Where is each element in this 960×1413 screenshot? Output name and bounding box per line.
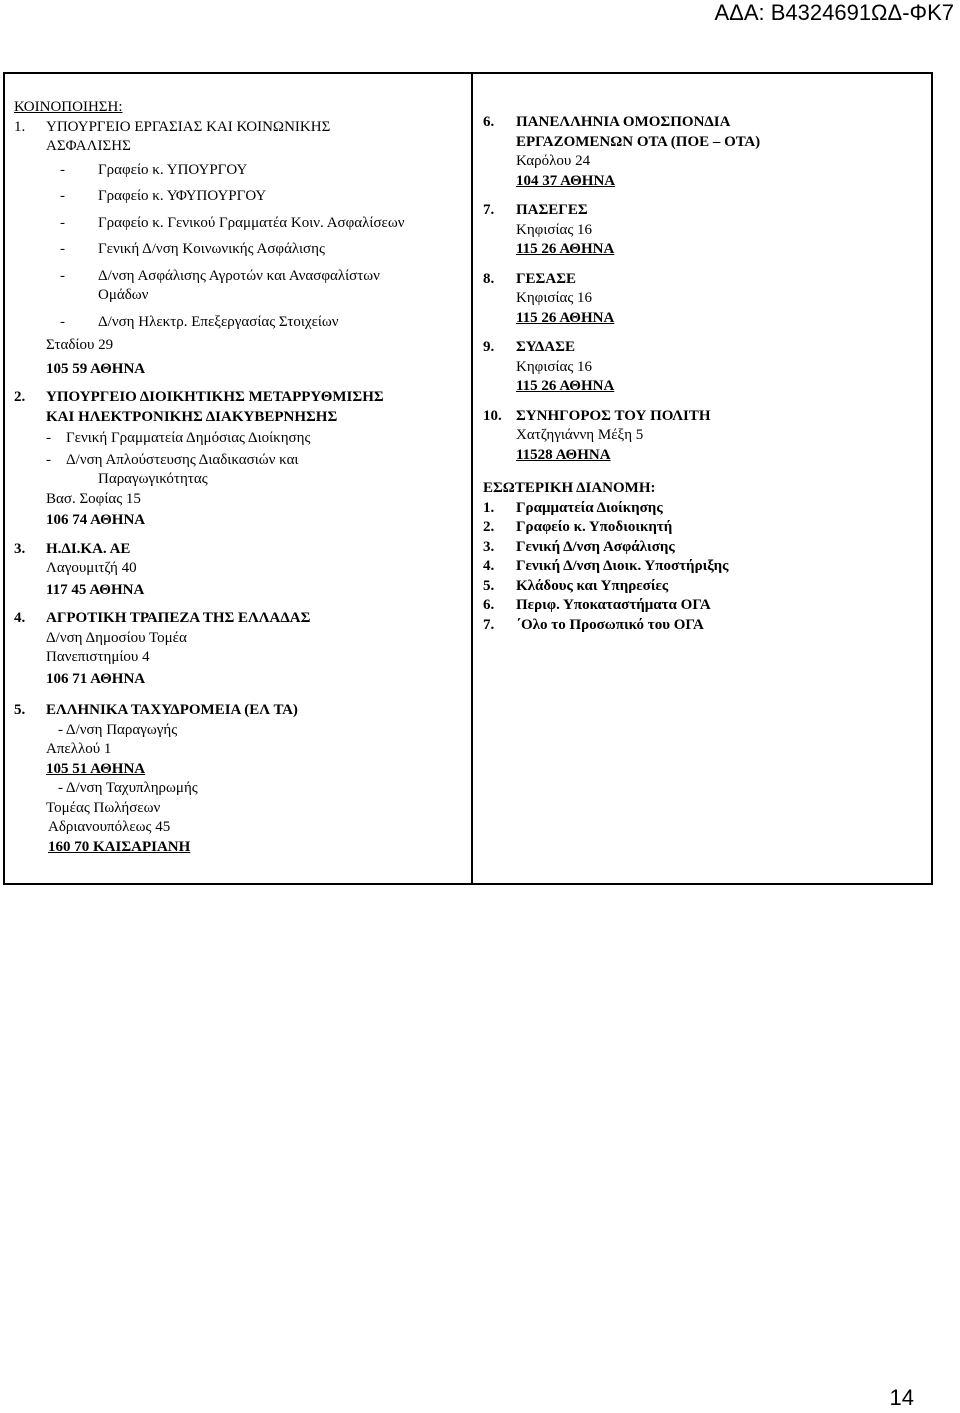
postal-code: 106 71 ΑΘΗΝΑ [46,670,146,687]
postal-code: 115 26 ΑΘΗΝΑ [516,378,615,394]
recipient-8 [483,270,923,329]
address: Κηφισίας 16 [516,221,593,238]
internal-item: 1. Γραμματεία Διοίκησης [483,499,663,516]
item-number: 4. [14,610,26,626]
postal-code: 11528 ΑΘΗΝΑ [516,446,611,463]
right-column [483,113,923,635]
address: Απελλού 1 [46,741,112,757]
page-number: 14 [889,1385,914,1410]
item-number: 6. [483,114,495,130]
recipient-2 [14,388,464,531]
bullet-item-cont: Ομάδων [98,287,149,303]
internal-item: 2. Γραφείο κ. Υποδιοικητή [483,519,673,535]
recipient-title-cont: ΚΑΙ ΗΛΕΚΤΡΟΝΙΚΗΣ ΔΙΑΚΥΒΕΡΝΗΣΗΣ [46,408,338,425]
recipient-3 [14,540,464,601]
item-number: 7. [483,202,495,218]
bullet-item: - Δ/νση Ηλεκτρ. Επεξεργασίας Στοιχείων [60,313,339,330]
recipient-5 [14,701,464,857]
department: - Δ/νση Ταχυπληρωμής [58,780,198,796]
address: Αδριανουπόλεως 45 [48,819,171,835]
internal-item: 3. Γενική Δ/νση Ασφάλισης [483,538,675,555]
internal-item: 5. Κλάδους και Υπηρεσίες [483,577,669,594]
recipient-title: ΥΠΟΥΡΓΕΙΟ ΕΡΓΑΣΙΑΣ ΚΑΙ ΚΟΙΝΩΝΙΚΗΣ [46,118,331,135]
column-divider [471,72,473,885]
item-number: 9. [483,339,495,355]
recipient-title: ΕΛΛΗΝΙΚΑ ΤΑΧΥΔΡΟΜΕΙΑ (ΕΛ ΤΑ) [46,702,298,718]
item-number: 10. [483,407,502,424]
recipient-title: Η.ΔΙ.ΚΑ. ΑΕ [46,540,131,557]
recipient-10 [483,407,923,466]
department: Δ/νση Δημοσίου Τομέα [46,629,187,646]
postal-code: 104 37 ΑΘΗΝΑ [516,172,616,189]
recipient-title: ΓΕΣΑΣΕ [516,270,576,287]
item-number: 5. [14,702,26,718]
recipient-4 [14,609,464,689]
item-number: 2. [14,389,26,405]
bullet-item: - Δ/νση Ασφάλισης Αγροτών και Ανασφαλίστων [60,267,380,284]
internal-list [483,499,923,636]
internal-distribution-heading: ΕΣΩΤΕΡΙΚΗ ΔΙΑΝΟΜΗ: [483,480,656,496]
recipient-title: ΠΑΣΕΓΕΣ [516,202,588,218]
department: - Δ/νση Παραγωγής [58,721,178,738]
recipient-7 [483,201,923,260]
postal-code: 105 59 ΑΘΗΝΑ [46,360,146,377]
address: Πανεπιστημίου 4 [46,649,150,665]
address: Κηφισίας 16 [516,290,593,306]
postal-code: 160 70 ΚΑΙΣΑΡΙΑΝΗ [48,838,191,855]
address: Κηφισίας 16 [516,358,593,375]
bullet-item: - Γραφείο κ. ΥΦΥΠΟΥΡΓΟΥ [60,188,267,204]
recipient-6 [483,113,923,191]
bullet-item: - Γενική Δ/νση Κοινωνικής Ασφάλισης [60,241,325,257]
postal-code: 106 74 ΑΘΗΝΑ [46,512,146,528]
left-column [14,98,464,857]
bullet-item: - Δ/νση Απλούστευσης Διαδικασιών και [46,451,299,468]
address: Χατζηγιάννη Μέξη 5 [516,427,644,443]
address: Λαγουμιτζή 40 [46,560,137,576]
ada-header: ΑΔΑ: Β4324691ΩΔ-ΦΚ7 [714,0,954,25]
internal-item: 6. Περιφ. Υποκαταστήματα ΟΓΑ [483,597,711,613]
recipient-title-cont: ΕΡΓΑΖΟΜΕΝΩΝ ΟΤΑ (ΠΟΕ – ΟΤΑ) [516,133,761,150]
bullet-item-cont: Παραγωγικότητας [98,471,208,487]
recipient-title-cont: ΑΣΦΑΛΙΣΗΣ [46,138,131,154]
postal-code: 115 26 ΑΘΗΝΑ [516,309,615,326]
address: Σταδίου 29 [46,337,114,353]
recipient-title: ΣΥΔΑΣΕ [516,339,575,355]
bullet-item: - Γραφείο κ. ΥΠΟΥΡΓΟΥ [60,161,248,178]
item-number: 1. [14,118,26,135]
item-number: 3. [14,540,26,557]
recipient-title: ΣΥΝΗΓΟΡΟΣ ΤΟΥ ΠΟΛΙΤΗ [516,407,711,424]
postal-code: 105 51 ΑΘΗΝΑ [46,760,146,777]
postal-code: 115 26 ΑΘΗΝΑ [516,241,615,257]
recipient-title: ΠΑΝΕΛΛΗΝΙΑ ΟΜΟΣΠΟΝΔΙΑ [516,114,731,130]
bullet-item: - Γενική Γραμματεία Δημόσιας Διοίκησης [46,430,311,446]
item-number: 8. [483,270,495,287]
internal-item: 7. ΄Ολο το Προσωπικό του ΟΓΑ [483,616,704,633]
notification-heading: ΚΟΙΝΟΠΟΙΗΣΗ: [14,99,123,115]
postal-code: 117 45 ΑΘΗΝΑ [46,581,145,598]
bullet-item: - Γραφείο κ. Γενικού Γραμματέα Κοιν. Ασφαλίσεων [60,214,405,231]
sector: Τομέας Πωλήσεων [46,799,161,816]
address: Βασ. Σοφίας 15 [46,490,141,507]
recipient-1 [14,118,464,380]
address: Καρόλου 24 [516,153,591,169]
internal-item: 4. Γενική Δ/νση Διοικ. Υποστήριξης [483,558,729,574]
recipient-9 [483,338,923,397]
recipient-title: ΥΠΟΥΡΓΕΙΟ ΔΙΟΙΚΗΤΙΚΗΣ ΜΕΤΑΡΡΥΘΜΙΣΗΣ [46,389,384,405]
recipient-title: ΑΓΡΟΤΙΚΗ ΤΡΑΠΕΖΑ ΤΗΣ ΕΛΛΑΔΑΣ [46,610,311,626]
